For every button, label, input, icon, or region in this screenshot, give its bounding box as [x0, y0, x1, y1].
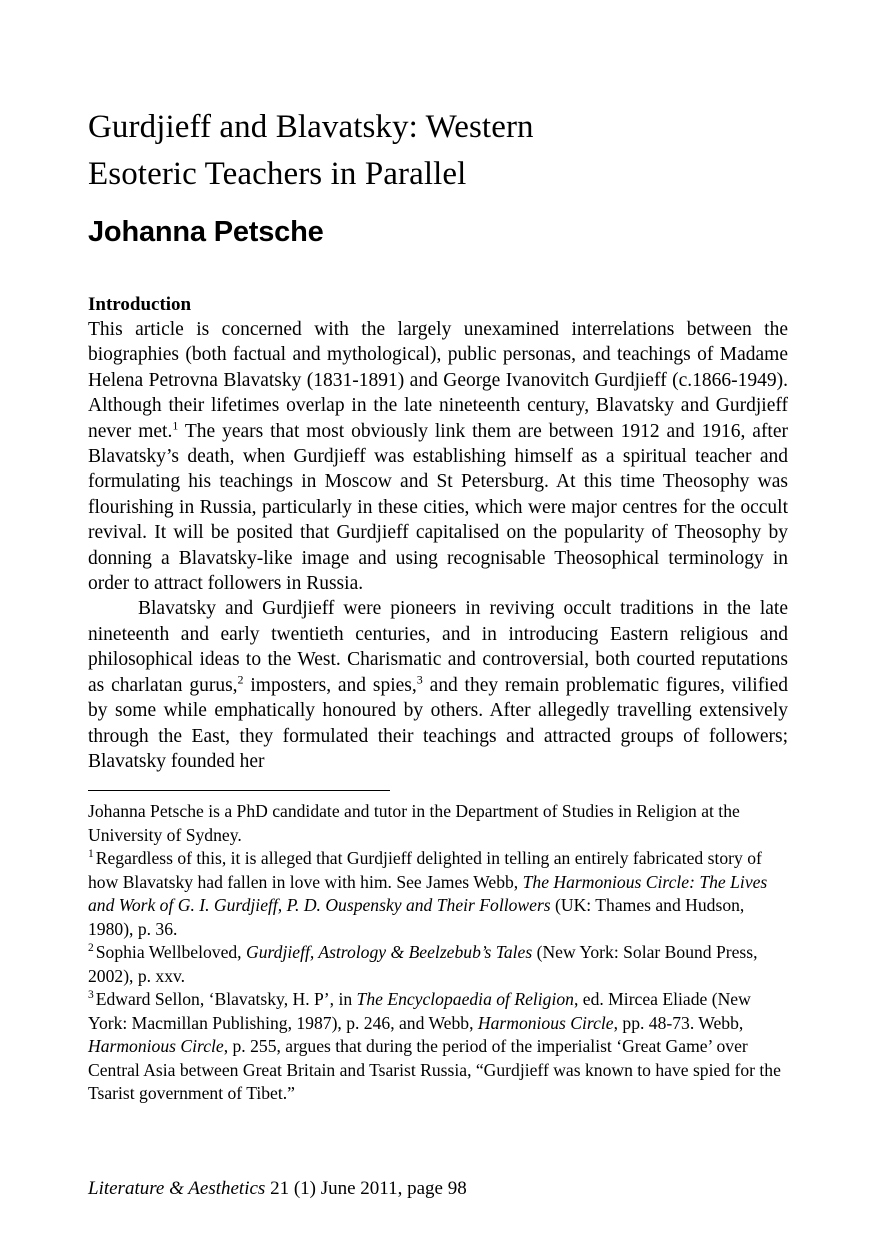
- footnote-3-marker: 3: [88, 989, 94, 1002]
- page-footer: [88, 1176, 788, 1201]
- footnote-3: [88, 988, 788, 1106]
- paragraph-1-text-part-1: This article is concerned with the largely unexamined interrelations between the biographies (both factual and mythological), public personas, and teachings of Madame Helena Petrovna Blavatsky (1831-1891) and George Ivanovitch Gurdjieff (c.1866-1949). Although their lifetimes overlap in the late nineteenth century, Blavatsky and Gurdjieff never met.: [88, 319, 788, 442]
- footnote-1-text-part-2: (UK: Thames and Hudson, 1980), p. 36.: [88, 895, 745, 939]
- footnote-reference-1[interactable]: 1: [172, 418, 179, 433]
- footer-issue-info: 21 (1) June 2011, page 98: [265, 1178, 467, 1199]
- paragraph-2-text-part-3: and they remain problematic figures, vilified by some while emphatically honoured by others. After allegedly travelling extensively through the East, they formulated their teachings and attracted groups of followers; Blavatsky founded her: [88, 674, 789, 772]
- footnote-3-italic-title-1: The Encyclopaedia of Religion: [356, 989, 574, 1009]
- footnote-3-text-part-2: , ed. Mircea Eliade (New York: Macmillan Publishing, 1987), p. 246, and Webb,: [88, 989, 751, 1033]
- footnote-3-text-part-3: , pp. 48-73. Webb,: [613, 1012, 744, 1033]
- footnote-3-text-part-1: Edward Sellon, ‘Blavatsky, H. P’, in: [95, 989, 357, 1009]
- footnote-reference-3[interactable]: 3: [416, 672, 423, 687]
- footnote-1-italic-title: The Harmonious Circle: The Lives and Work of G. I. Gurdjieff, P. D. Ouspensky and Their Followers: [88, 871, 768, 915]
- footnote-1-marker: 1: [88, 848, 94, 861]
- footnote-1-text-part-1: Regardless of this, it is alleged that Gurdjieff delighted in telling an entirely fabricated story of how Blavatsky had fallen in love with him. See James Webb,: [88, 848, 762, 892]
- footnote-author-note: Johanna Petsche is a PhD candidate and tutor in the Department of Studies in Religion at the University of Sydney.: [88, 801, 740, 845]
- footnote-3-italic-title-2: Harmonious Circle: [477, 1012, 614, 1033]
- footnote-separator-rule: [88, 790, 390, 791]
- paragraph-2-text-part-2: imposters, and spies,: [243, 674, 417, 696]
- article-title-line-1: Gurdjieff and Blavatsky: Western: [88, 109, 534, 145]
- footnote-3-italic-title-3: Harmonious Circle: [88, 1036, 224, 1056]
- footnote-area: [88, 790, 788, 1106]
- footnote-reference-2[interactable]: 2: [237, 672, 244, 687]
- paragraph-2-text-part-1: Blavatsky and Gurdjieff were pioneers in reviving occult traditions in the late nineteenth and early twentieth centuries, and in introducing Eastern religious and philosophical ideas to the West. Charismatic and controversial, both courted reputations as charlatan gurus,: [88, 598, 788, 696]
- section-heading-introduction: Introduction: [88, 294, 192, 315]
- body-paragraph-2: [88, 596, 788, 774]
- paragraph-1-text-part-2: The years that most obviously link them are between 1912 and 1916, after Blavatsky’s death, when Gurdjieff was establishing himself as a spiritual teacher and formulating his teachings in Moscow and St Petersburg. At this time Theosophy was flourishing in Russia, particularly in these cities, which were major centres for the occult revival. It will be posited that Gurdjieff capitalised on the popularity of Theosophy by donning a Blavatsky-like image and using recognisable Theosophical terminology in order to attract followers in Russia.: [88, 420, 788, 595]
- author-name: Johanna Petsche: [88, 216, 324, 248]
- footnote-3-text-part-4: , p. 255, argues that during the period of the imperialist ‘Great Game’ over Central Asia between Great Britain and Tsarist Russia, “Gurdjieff was known to have spied for the Tsarist government of Tibet.”: [88, 1036, 781, 1103]
- footer-journal-name: Literature & Aesthetics: [88, 1178, 266, 1199]
- footnote-2-italic-title: Gurdjieff, Astrology & Beelzebub’s Tales: [245, 942, 533, 962]
- article-title-line-2: Esoteric Teachers in Parallel: [88, 156, 467, 192]
- footnote-2-marker: 2: [88, 942, 94, 955]
- footnote-2-text-part-2: (New York: Solar Bound Press, 2002), p. xxv.: [88, 942, 758, 986]
- page-title: [88, 104, 788, 198]
- article-content: [88, 104, 788, 774]
- footnote-2: [88, 941, 788, 988]
- footnote-1: [88, 847, 788, 941]
- body-paragraph-1: [88, 317, 788, 596]
- footnote-2-text-part-1: Sophia Wellbeloved,: [95, 942, 246, 962]
